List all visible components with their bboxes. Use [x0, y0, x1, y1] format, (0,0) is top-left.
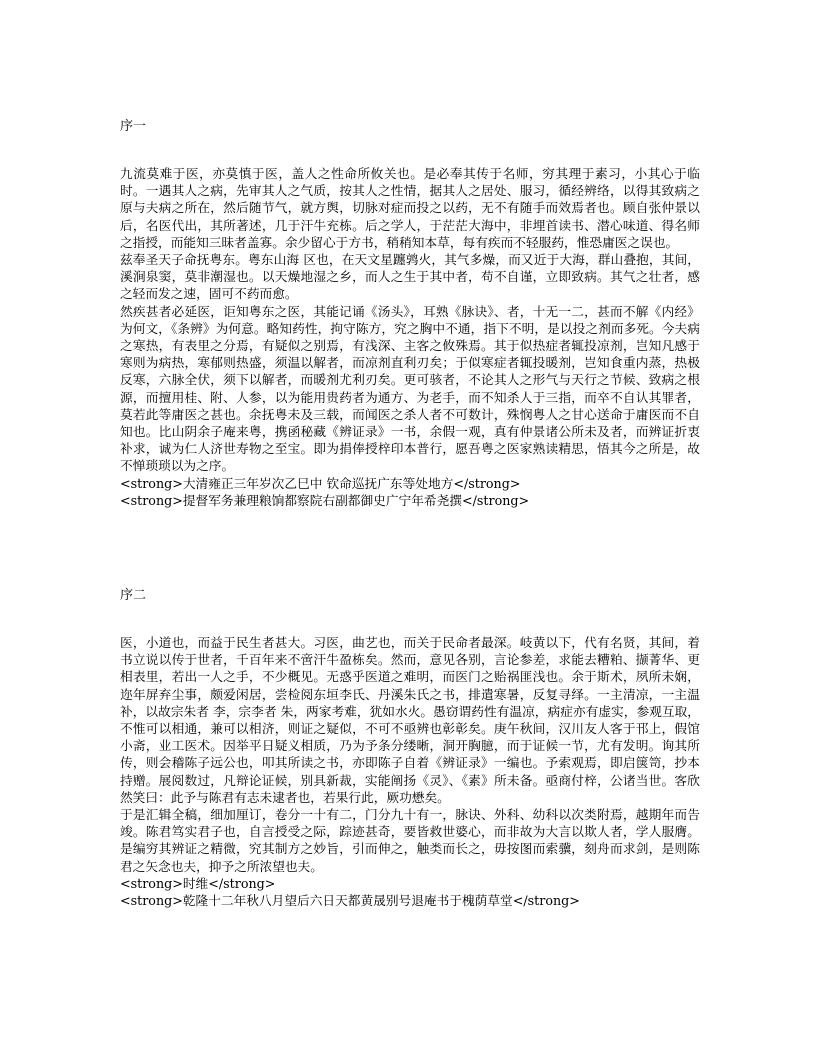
preface-two-heading: 序二: [120, 588, 147, 603]
preface-two-signature-author: <strong>乾隆十二年秋八月望后六日天都黄晟别号退庵书于槐荫草堂</strong>: [120, 893, 580, 909]
preface-one-paragraph-3: 然疾甚者必延医，讵知粤东之医，其能记诵《汤头》，耳熟《脉诀》、者，十无一二，甚而不解《内经》为何文，《条辨》为何意。略知药性，拘守陈方，究之胸中不通，指下不明，是以投之剂而多死。今夫病之寒热，有表里之分焉，有疑似之别焉，有浅深、主客之攸殊焉。其于似热症者辄投凉剂，岂知凡感于寒则为病热，寒郁则热盛，须温以解者，而凉剂直利刃矣；于似寒症者辄投暖剂，岂知食重内蒸，热极反寒，六脉全伏，须下以解者，而暖剂尤利刃矣。更可骇者，不论其人之形气与天行之节候、致病之根源，而擅用桂、附、人参，以为能用贵药者为通方、为老手，而不知杀人于三指，而卒不自认其罪者，莫若此等庸医之甚也。余抚粤未及三载，而闻医之杀人者不可数计，殊悯粤人之甘心送命于庸医而不自知也。比山阴余子庵来粤，携函秘藏《辨证录》一书，余假一观，真有仲景诸公所未及者，而辨证折衷补求，诚为仁人济世寿物之至宝。即为捐俸授梓印本普行，愿吾粤之医家熟读精思，悟其今之所是，故不惮琐琐以为之序。: [120, 303, 700, 474]
preface-two-signature-date: <strong>时维</strong>: [120, 875, 276, 891]
preface-one-paragraph-2: 兹奉圣天子命抚粤东。粤东山海 区也，在天文星躔鹑火，其气多燥，而又近于大海，群山叠抱，其间，溪涧泉窦，莫非潮湿也。以天燥地湿之乡，而人之生于其中者，苟不自谨，立即致病。其气之壮者，感之轻而发之速，固可不药而愈。: [120, 252, 700, 302]
preface-one-signature-author: <strong>提督军务兼理粮饷都察院右副都御史广宁年希尧撰</strong>: [120, 492, 530, 508]
preface-two-body: [120, 634, 700, 909]
preface-one-body: [120, 165, 700, 509]
preface-two-paragraph-2: 于是汇辑全稿，细加厘订，卷分一十有二，门分九十有一，脉诀、外科、幼科以次类附焉，越期年而告竣。陈君笃实君子也，自言授受之际，踪迹甚奇，要皆救世婆心，而非故为大言以欺人者，学人服膺。是编穷其辨证之精微，究其制方之妙旨，引而伸之，触类而长之，毋按图而索骥，刻舟而求剑，是则陈君之矢念也夫，抑予之所浓望也夫。: [120, 807, 700, 874]
preface-one-signature-date: <strong>大清雍正三年岁次乙巳中 钦命巡抚广东等处地方</strong>: [120, 475, 521, 491]
preface-one-heading: 序一: [120, 119, 147, 134]
preface-one-paragraph-1: 九流莫难于医，亦莫慎于医，盖人之性命所攸关也。是必奉其传于名师，穷其理于素习，小其心于临时。一遇其人之病，先审其人之气质，按其人之性情，据其人之居处、服习，循经辨络，以得其致病之原与夫病之所在，然后随节气，就方舆，切脉对症而投之以药，无不有随手而效焉者也。顾自张仲景以后，名医代出，其所著述，几于汗牛充栋。后之学人，于茫茫大海中，非埋首读书、潜心味道、得名师之指授，而能知三昧者盖寡。余少留心于方书，稍稍知本草，每有疾而不轻服药，惟恐庸医之误也。: [120, 166, 700, 250]
preface-two-paragraph-1: 医，小道也，而益于民生者甚大。习医，曲艺也，而关于民命者最深。岐黄以下，代有名贤，其间，着书立说以传于世者，千百年来不啻汗牛盈栋矣。然而，意见各别，言论参差，求能去糟粕、撷菁华、更相表里，若出一人之手，不少概见。无惑乎医道之难明，而医门之贻祸匪浅也。余于斯术，夙所未娴，迩年屏弃尘事，颇爱闲居，尝检阅东垣李氏、丹溪朱氏之书，排遣寒暑，反复寻绎。一主清凉，一主温补，以故宗朱者 李，宗李者 朱，两家考难，犹如水火。愚窃谓药性有温凉，病症亦有虚实，参观互取，不惟可以相通，兼可以相济，则证之疑似，不可不亟辨也彰彰矣。庚午秋间，汉川友人客于邗上，假馆小斋，业工医术。因举平日疑义相质，乃为予条分缕晰，洞开胸臆，而于证候一节，尤有发明。询其所传，则会稽陈子远公也，叩其所读之书，亦即陈子自着《辨证录》一编也。予索观焉，即启箧笥，抄本持赠。展阅数过，凡辩论证候，别具新裁，实能阐扬《灵》、《素》所未备。亟商付梓，公诸当世。客欣然笑曰：此予与陈君有志未逮者也，若果行此，厥功懋矣。: [120, 635, 700, 805]
